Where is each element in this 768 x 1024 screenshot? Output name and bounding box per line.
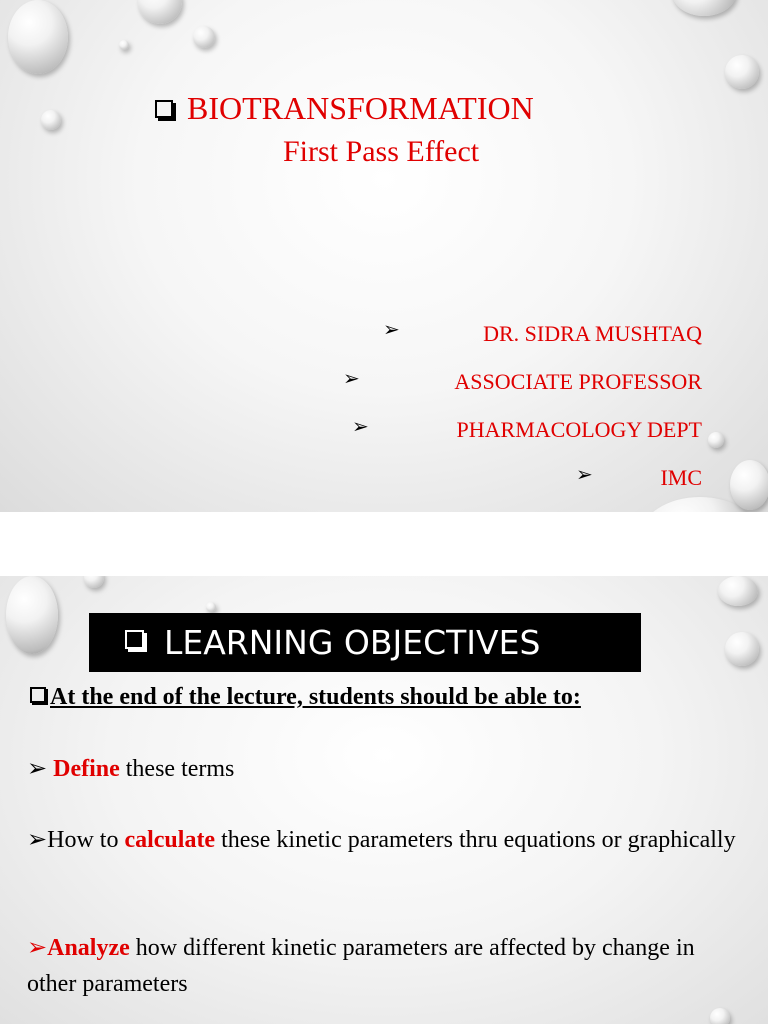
- water-drop: [710, 1008, 730, 1024]
- objective-prefix: How to: [47, 827, 125, 853]
- author-institution: IMC: [660, 465, 702, 490]
- checkbox-bullet-icon: [155, 100, 173, 118]
- water-drop: [730, 460, 768, 510]
- objective-text: how different kinetic parameters are affected by change in other parameters: [27, 935, 695, 997]
- objectives-slide: [0, 576, 768, 1024]
- objective-item: [27, 930, 747, 1002]
- objective-text: these kinetic parameters thru equations or graphically: [215, 827, 736, 853]
- arrow-bullet-icon: ➢: [576, 464, 593, 486]
- slide-title: BIOTRANSFORMATION: [155, 88, 534, 128]
- arrow-bullet-icon: ➢: [27, 827, 48, 853]
- objective-item: [27, 822, 747, 858]
- water-drop: [206, 602, 216, 612]
- water-drop: [708, 432, 724, 448]
- water-drop: [8, 0, 68, 74]
- water-drop: [138, 0, 182, 24]
- objective-verb: calculate: [124, 827, 216, 853]
- objective-verb: Analyze: [47, 935, 130, 961]
- arrow-bullet-icon: ➢: [352, 416, 369, 438]
- water-drop: [718, 576, 758, 606]
- checkbox-bullet-icon: [30, 687, 46, 703]
- water-drop: [725, 55, 759, 89]
- arrow-bullet-icon: ➢: [27, 756, 48, 782]
- author-department: PHARMACOLOGY DEPT: [456, 417, 702, 442]
- author-name: DR. SIDRA MUSHTAQ: [483, 321, 702, 346]
- water-drop: [672, 0, 736, 16]
- water-drop: [725, 632, 759, 666]
- water-drop: [193, 26, 215, 48]
- water-drop: [41, 110, 61, 130]
- water-drop: [6, 576, 58, 654]
- water-drop: [119, 40, 129, 50]
- water-drop: [84, 576, 104, 588]
- checkbox-bullet-icon: [125, 630, 144, 649]
- slide-subtitle: First Pass Effect: [283, 135, 480, 168]
- objective-verb: Define: [53, 756, 120, 782]
- objective-item: [27, 751, 747, 787]
- arrow-bullet-icon: ➢: [343, 368, 360, 390]
- objectives-lead: At the end of the lecture, students should be able to:: [30, 684, 581, 711]
- arrow-bullet-icon: ➢: [27, 935, 48, 961]
- arrow-bullet-icon: ➢: [383, 319, 400, 341]
- slide-gap: [0, 512, 768, 576]
- author-title: ASSOCIATE PROFESSOR: [454, 369, 702, 394]
- objective-text: these terms: [119, 756, 235, 782]
- objectives-header: LEARNING OBJECTIVES: [89, 613, 641, 672]
